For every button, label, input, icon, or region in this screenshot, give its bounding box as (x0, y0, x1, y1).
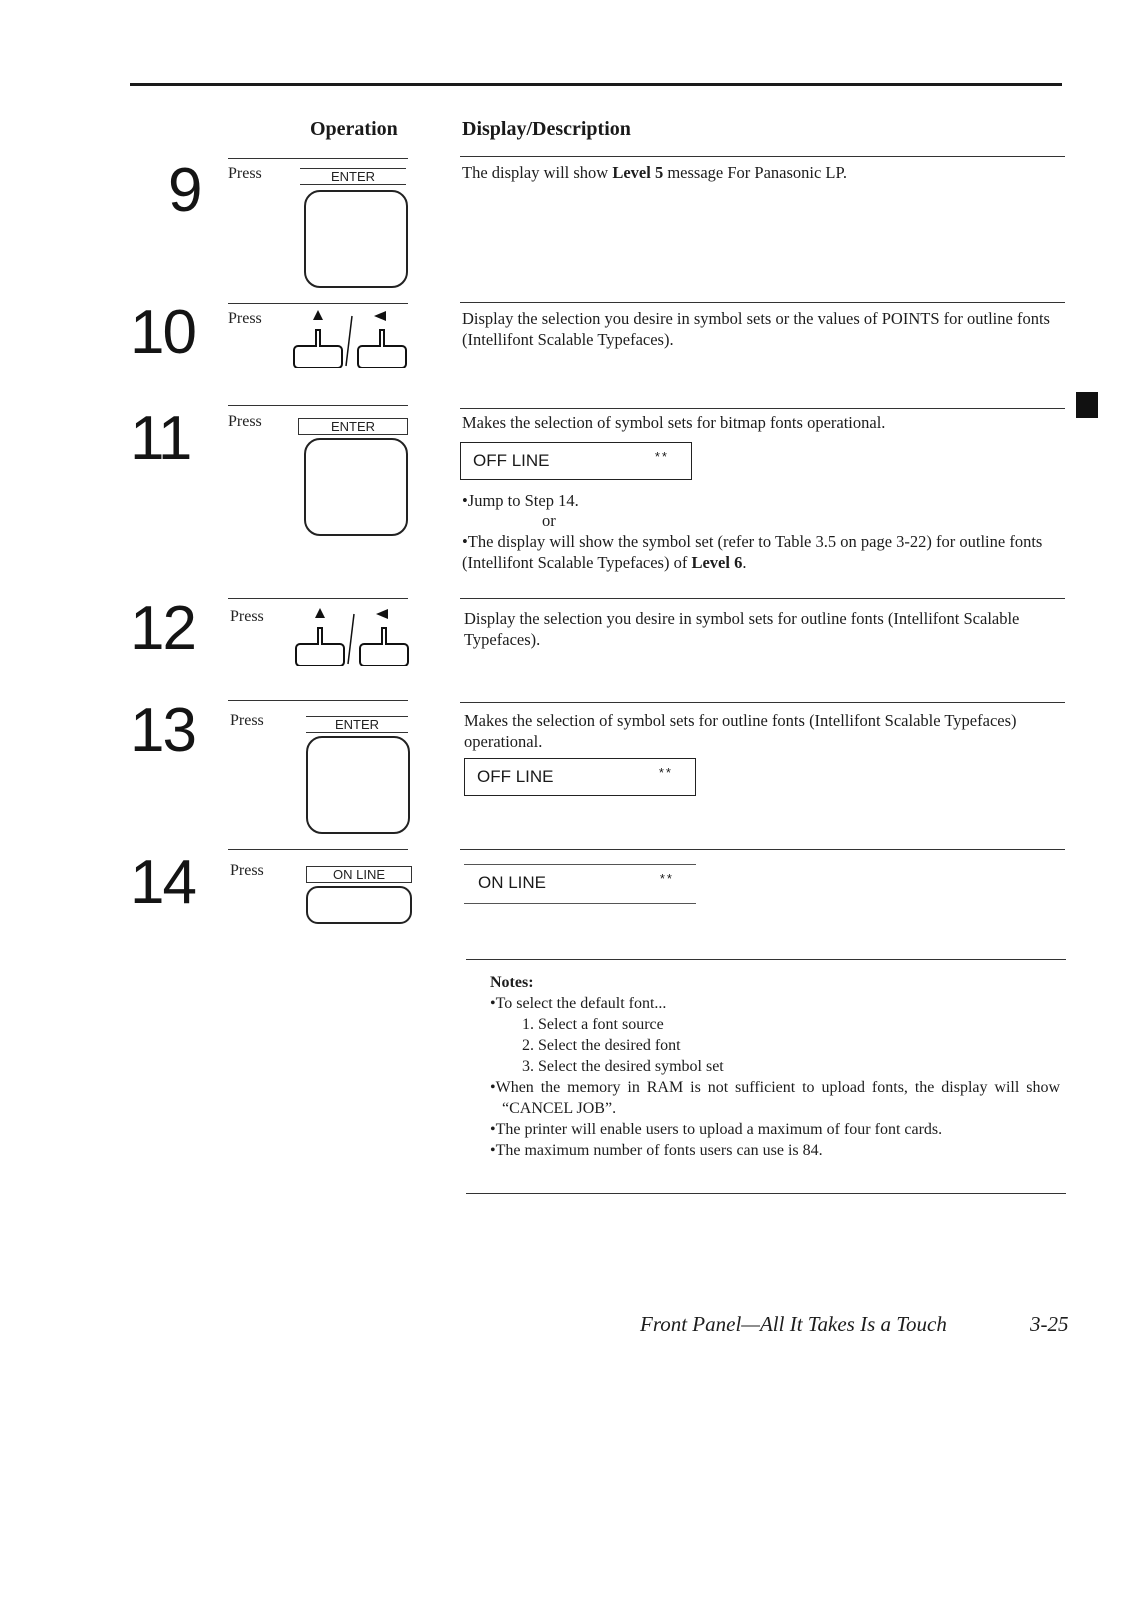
note-item: •To select the default font... (490, 995, 667, 1012)
press-label: Press (230, 862, 264, 879)
note-subitem: 2. Select the desired font (522, 1037, 681, 1054)
step-rule (228, 700, 408, 701)
step-number-14: 14 (130, 848, 195, 917)
page-number: 3-25 (1030, 1312, 1069, 1336)
enter-key-icon (304, 438, 408, 536)
step-rule (228, 405, 408, 406)
step-rule (228, 158, 408, 159)
notes-top-rule (466, 959, 1066, 960)
press-label: Press (228, 165, 262, 182)
step-rule (460, 598, 1065, 599)
bullet-symbol-set: •The display will show the symbol set (refer to Table 3.5 on page 3-22) for outline fonts (Intellifont Scalable Typefaces) of Level 6. (462, 532, 1043, 572)
press-label: Press (230, 712, 264, 729)
step-rule (460, 156, 1065, 157)
footer-title: Front Panel—All It Takes Is a Touch (640, 1312, 947, 1336)
enter-key-label: ENTER (298, 418, 408, 435)
step-number-10: 10 (130, 298, 195, 367)
lcd-display: OFF LINE ** (460, 442, 692, 480)
top-rule (130, 83, 1062, 86)
step-description: Display the selection you desire in symbol sets or the values of POINTS for outline fonts (Intellifont Scalable Typefaces). (462, 309, 1050, 349)
step-rule (228, 849, 408, 850)
step-description: Makes the selection of symbol sets for outline fonts (Intellifont Scalable Typefaces) operational. (464, 711, 1017, 751)
step-description: Display the selection you desire in symbol sets for outline fonts (Intellifont Scalable Typefaces). (464, 609, 1020, 649)
operation-heading: Operation (310, 118, 398, 140)
step-number-12: 12 (130, 594, 195, 663)
note-subitem: 1. Select a font source (522, 1016, 664, 1033)
step-description: The display will show Level 5 message For Panasonic LP. (462, 163, 847, 182)
notes-block (490, 972, 1060, 1161)
step-number-11: 11 (130, 404, 191, 473)
lcd-display: OFF LINE ** (464, 758, 696, 796)
note-subitem: 3. Select the desired symbol set (522, 1058, 724, 1075)
step-rule (228, 303, 408, 304)
note-item: •The printer will enable users to upload a maximum of four font cards. (490, 1121, 943, 1138)
notes-bottom-rule (466, 1193, 1066, 1194)
step-number-9: 9 (168, 156, 201, 225)
enter-key-icon (304, 190, 408, 288)
press-label: Press (230, 608, 264, 625)
enter-key-label: ENTER (300, 168, 406, 185)
step-rule (460, 302, 1065, 303)
step-rule (460, 849, 1065, 850)
edge-tab-mark (1076, 392, 1098, 418)
notes-title: Notes: (490, 974, 534, 991)
online-key-icon (306, 886, 412, 924)
enter-key-icon (306, 736, 410, 834)
press-label: Press (228, 413, 262, 430)
up-left-arrow-keys-icon (292, 606, 412, 666)
press-label: Press (228, 310, 262, 327)
note-item: •When the memory in RAM is not sufficient to upload fonts, the display will show “CANCEL JOB”. (490, 1079, 1060, 1117)
enter-key-label: ENTER (306, 716, 408, 733)
step-description: Makes the selection of symbol sets for bitmap fonts operational. (462, 413, 886, 432)
lcd-display: ON LINE ** (464, 864, 696, 904)
step-rule (228, 598, 408, 599)
display-description-heading: Display/Description (462, 118, 631, 140)
note-item: •The maximum number of fonts users can use is 84. (490, 1142, 823, 1159)
step-number-13: 13 (130, 696, 195, 765)
up-left-arrow-keys-icon (290, 308, 410, 368)
or-text: or (542, 511, 556, 530)
step-rule (460, 408, 1065, 409)
bullet-jump: •Jump to Step 14. (462, 491, 579, 510)
online-key-label: ON LINE (306, 866, 412, 883)
step-rule (460, 702, 1065, 703)
